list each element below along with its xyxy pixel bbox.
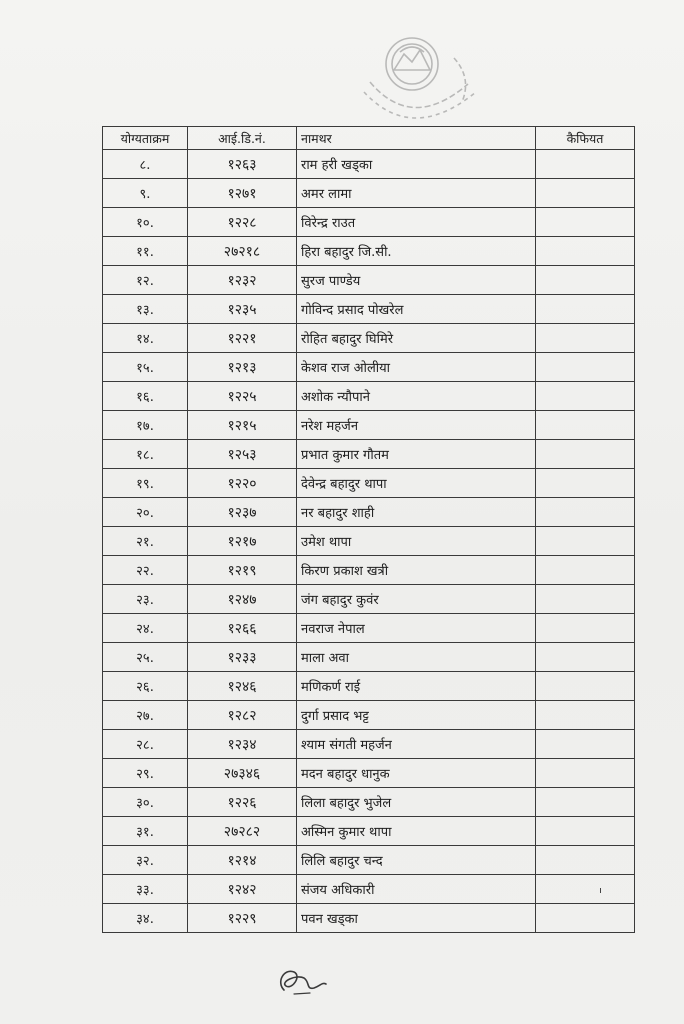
remark-cell [536, 788, 635, 817]
id-number-cell: १२३४ [188, 730, 297, 759]
remark-cell [536, 237, 635, 266]
header-full-name: नामथर [297, 127, 536, 150]
rank-cell: २७. [103, 701, 188, 730]
rank-cell: १९. [103, 469, 188, 498]
table-row [103, 875, 635, 904]
id-number-cell: १२४६ [188, 672, 297, 701]
id-number-cell: १२१४ [188, 846, 297, 875]
remark-cell [536, 527, 635, 556]
remark-cell [536, 875, 635, 904]
remark-cell [536, 672, 635, 701]
name-cell: प्रभात कुमार गौतम [297, 440, 536, 469]
remark-cell [536, 585, 635, 614]
remark-cell [536, 614, 635, 643]
table-row [103, 585, 635, 614]
name-cell: अशोक न्यौपाने [297, 382, 536, 411]
remark-cell [536, 556, 635, 585]
rank-cell: २९. [103, 759, 188, 788]
table-row [103, 469, 635, 498]
id-number-cell: १२३३ [188, 643, 297, 672]
name-cell: अमर लामा [297, 179, 536, 208]
id-number-cell: १२२६ [188, 788, 297, 817]
id-number-cell: १२१७ [188, 527, 297, 556]
name-cell: किरण प्रकाश खत्री [297, 556, 536, 585]
table-row [103, 614, 635, 643]
id-number-cell: २७२१८ [188, 237, 297, 266]
table-row [103, 730, 635, 759]
id-number-cell: १२४२ [188, 875, 297, 904]
rank-cell: १७. [103, 411, 188, 440]
name-cell: जंग बहादुर कुवंर [297, 585, 536, 614]
table-row [103, 353, 635, 382]
merit-list-table [102, 126, 635, 933]
id-number-cell: १२२१ [188, 324, 297, 353]
table-row [103, 179, 635, 208]
remark-cell [536, 701, 635, 730]
rank-cell: २३. [103, 585, 188, 614]
name-cell: माला अवा [297, 643, 536, 672]
table-row [103, 527, 635, 556]
rank-cell: २२. [103, 556, 188, 585]
table-row [103, 382, 635, 411]
rank-cell: २५. [103, 643, 188, 672]
table-row [103, 904, 635, 933]
remark-cell [536, 498, 635, 527]
rank-cell: ११. [103, 237, 188, 266]
id-number-cell: १२८२ [188, 701, 297, 730]
ink-mark [600, 888, 604, 893]
name-cell: नरेश महर्जन [297, 411, 536, 440]
table-row [103, 788, 635, 817]
remark-cell [536, 266, 635, 295]
id-number-cell: १२२० [188, 469, 297, 498]
table-row [103, 672, 635, 701]
table-row [103, 324, 635, 353]
name-cell: राम हरी खड्का [297, 150, 536, 179]
name-cell: मणिकर्ण राई [297, 672, 536, 701]
name-cell: नर बहादुर शाही [297, 498, 536, 527]
remark-cell [536, 295, 635, 324]
rank-cell: २०. [103, 498, 188, 527]
remark-cell [536, 817, 635, 846]
name-cell: लिला बहादुर भुजेल [297, 788, 536, 817]
official-seal-stamp [350, 22, 490, 140]
rank-cell: १४. [103, 324, 188, 353]
table-row [103, 643, 635, 672]
table-row [103, 817, 635, 846]
name-cell: उमेश थापा [297, 527, 536, 556]
name-cell: देवेन्द्र बहादुर थापा [297, 469, 536, 498]
remark-cell [536, 353, 635, 382]
name-cell: सुरज पाण्डेय [297, 266, 536, 295]
handwritten-signature [270, 960, 330, 1000]
table-row [103, 440, 635, 469]
id-number-cell: १२६६ [188, 614, 297, 643]
name-cell: श्याम संगती महर्जन [297, 730, 536, 759]
rank-cell: १५. [103, 353, 188, 382]
rank-cell: ३४. [103, 904, 188, 933]
id-number-cell: १२१९ [188, 556, 297, 585]
id-number-cell: १२४७ [188, 585, 297, 614]
remark-cell [536, 643, 635, 672]
table-row [103, 266, 635, 295]
table-row [103, 759, 635, 788]
table-row [103, 150, 635, 179]
name-cell: केशव राज ओलीया [297, 353, 536, 382]
table-body [103, 150, 635, 933]
id-number-cell: १२३५ [188, 295, 297, 324]
table-row [103, 701, 635, 730]
rank-cell: १०. [103, 208, 188, 237]
id-number-cell: १२३२ [188, 266, 297, 295]
rank-cell: १२. [103, 266, 188, 295]
rank-cell: ३१. [103, 817, 188, 846]
rank-cell: १८. [103, 440, 188, 469]
remark-cell [536, 469, 635, 498]
remark-cell [536, 730, 635, 759]
table-row [103, 208, 635, 237]
id-number-cell: १२२८ [188, 208, 297, 237]
rank-cell: २६. [103, 672, 188, 701]
table-row [103, 411, 635, 440]
table-row [103, 556, 635, 585]
name-cell: गोविन्द प्रसाद पोखरेल [297, 295, 536, 324]
remark-cell [536, 440, 635, 469]
id-number-cell: २७२८२ [188, 817, 297, 846]
rank-cell: २१. [103, 527, 188, 556]
name-cell: दुर्गा प्रसाद भट्ट [297, 701, 536, 730]
rank-cell: ८. [103, 150, 188, 179]
table-row [103, 498, 635, 527]
header-id-number: आई.डि.नं. [188, 127, 297, 150]
remark-cell [536, 150, 635, 179]
id-number-cell: १२६३ [188, 150, 297, 179]
id-number-cell: १२२९ [188, 904, 297, 933]
remark-cell [536, 411, 635, 440]
id-number-cell: २७३४६ [188, 759, 297, 788]
table-row [103, 237, 635, 266]
rank-cell: ३०. [103, 788, 188, 817]
remark-cell [536, 324, 635, 353]
remark-cell [536, 759, 635, 788]
name-cell: पवन खड्का [297, 904, 536, 933]
name-cell: नवराज नेपाल [297, 614, 536, 643]
remark-cell [536, 179, 635, 208]
name-cell: विरेन्द्र राउत [297, 208, 536, 237]
remark-cell [536, 382, 635, 411]
remark-cell [536, 208, 635, 237]
name-cell: लिलि बहादुर चन्द [297, 846, 536, 875]
name-cell: संजय अधिकारी [297, 875, 536, 904]
table-row [103, 295, 635, 324]
rank-cell: २८. [103, 730, 188, 759]
remark-cell [536, 846, 635, 875]
table-row [103, 846, 635, 875]
header-remarks: कैफियत [536, 127, 635, 150]
header-merit-rank: योग्यताक्रम [103, 127, 188, 150]
id-number-cell: १२३७ [188, 498, 297, 527]
name-cell: रोहित बहादुर घिमिरे [297, 324, 536, 353]
id-number-cell: १२५३ [188, 440, 297, 469]
id-number-cell: १२७१ [188, 179, 297, 208]
remark-cell [536, 904, 635, 933]
name-cell: मदन बहादुर धानुक [297, 759, 536, 788]
id-number-cell: १२२५ [188, 382, 297, 411]
id-number-cell: १२१५ [188, 411, 297, 440]
rank-cell: १६. [103, 382, 188, 411]
name-cell: अस्मिन कुमार थापा [297, 817, 536, 846]
rank-cell: ३३. [103, 875, 188, 904]
rank-cell: १३. [103, 295, 188, 324]
name-cell: हिरा बहादुर जि.सी. [297, 237, 536, 266]
rank-cell: ९. [103, 179, 188, 208]
table-header-row [103, 127, 635, 150]
rank-cell: ३२. [103, 846, 188, 875]
rank-cell: २४. [103, 614, 188, 643]
id-number-cell: १२१३ [188, 353, 297, 382]
